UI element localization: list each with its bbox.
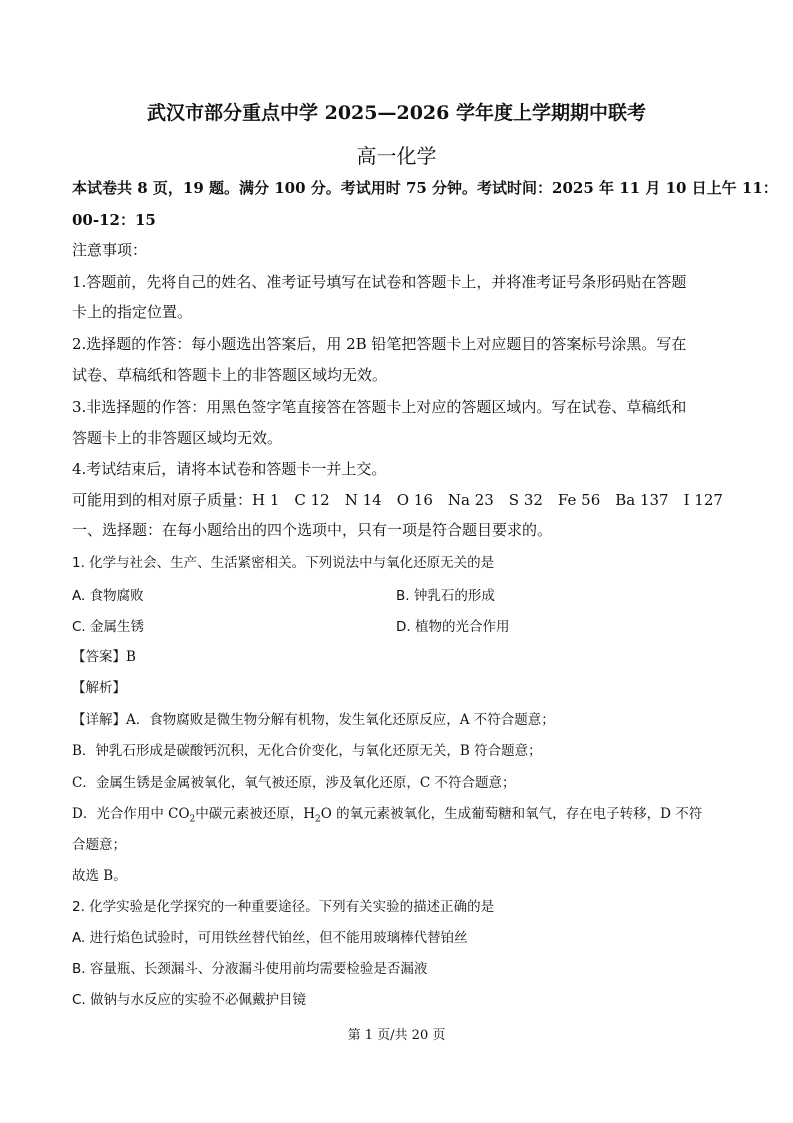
question-1-option-c: C. 金属生锈 — [72, 619, 145, 635]
question-2-option-c: C. 做钠与水反应的实验不必佩戴护目镜 — [72, 992, 307, 1008]
notice-item-1a: 1.答题前，先将自己的姓名、准考证号填写在试卷和答题卡上，并将准考证号条形码贴在答题 — [72, 273, 687, 291]
question-2-stem: 2. 化学实验是化学探究的一种重要途径。下列有关实验的描述正确的是 — [72, 899, 495, 915]
question-1-detail-a: 【详解】A．食物腐败是微生物分解有机物，发生氧化还原反应，A 不符合题意； — [72, 712, 555, 728]
notice-item-2b: 试卷、草稿纸和答题卡上的非答题区域均无效。 — [72, 366, 388, 384]
question-1-answer: 【答案】B — [72, 649, 136, 665]
question-1-option-b: B. 钟乳石的形成 — [396, 588, 495, 604]
question-1-detail-d — [72, 804, 733, 830]
atomic-masses: 可能用到的相对原子质量：H 1 C 12 N 14 O 16 Na 23 S 32 Fe 56 Ba 137 I 127 — [72, 491, 723, 509]
section-heading: 一、选择题：在每小题给出的四个选项中，只有一项是符合题目要求的。 — [72, 521, 553, 539]
detail-d-part-3: O 的氧元素被氧化，生成葡萄糖和氧气，存在电子转移，D 不符 — [320, 806, 703, 822]
question-1-stem: 1. 化学与社会、生产、生活紧密相关。下列说法中与氧化还原无关的是 — [72, 555, 495, 571]
notice-heading: 注意事项： — [72, 241, 148, 259]
h2o-subscript: 2 — [315, 814, 321, 825]
question-1-analysis-label: 【解析】 — [72, 680, 126, 696]
notice-item-3a: 3.非选择题的作答：用黑色签字笔直接答在答题卡上对应的答题区域内。写在试卷、草稿纸和 — [72, 398, 687, 416]
question-1-conclusion: 故选 B。 — [72, 868, 127, 884]
notice-item-3b: 答题卡上的非答题区域均无效。 — [72, 429, 283, 447]
question-1-detail-d-cont: 合题意； — [72, 837, 126, 853]
notice-item-4: 4.考试结束后，请将本试卷和答题卡一并上交。 — [72, 460, 387, 478]
exam-subject: 高一化学 — [356, 144, 437, 168]
intro-line-2: 00-12：15 — [72, 211, 156, 229]
notice-item-2a: 2.选择题的作答：每小题选出答案后，用 2B 铅笔把答题卡上对应题目的答案标号涂黑。写在 — [72, 335, 687, 353]
co2-subscript: 2 — [189, 814, 196, 825]
question-1-detail-c: C．金属生锈是金属被氧化，氧气被还原，涉及氧化还原，C 不符合题意； — [72, 775, 516, 791]
question-2-option-a: A. 进行焰色试验时，可用铁丝替代铂丝，但不能用玻璃棒代替铂丝 — [72, 930, 468, 946]
detail-d-part-2: 中碳元素被还原，H — [195, 806, 316, 822]
question-1-option-d: D. 植物的光合作用 — [396, 619, 510, 635]
notice-item-1b: 卡上的指定位置。 — [72, 303, 193, 321]
detail-d-part-1: D．光合作用中 CO — [72, 806, 190, 822]
question-1-detail-b: B．钟乳石形成是碳酸钙沉积，无化合价变化，与氧化还原无关，B 符合题意； — [72, 743, 542, 759]
intro-line-1: 本试卷共 8 页，19 题。满分 100 分。考试用时 75 分钟。考试时间：2025 年 11 月 10 日上午 11： — [72, 179, 778, 197]
exam-title: 武汉市部分重点中学 2025—2026 学年度上学期期中联考 — [147, 102, 646, 124]
question-1-option-a: A. 食物腐败 — [72, 588, 144, 604]
question-2-option-b: B. 容量瓶、长颈漏斗、分液漏斗使用前均需要检验是否漏液 — [72, 961, 428, 977]
page-footer: 第 1 页/共 20 页 — [347, 1028, 446, 1043]
